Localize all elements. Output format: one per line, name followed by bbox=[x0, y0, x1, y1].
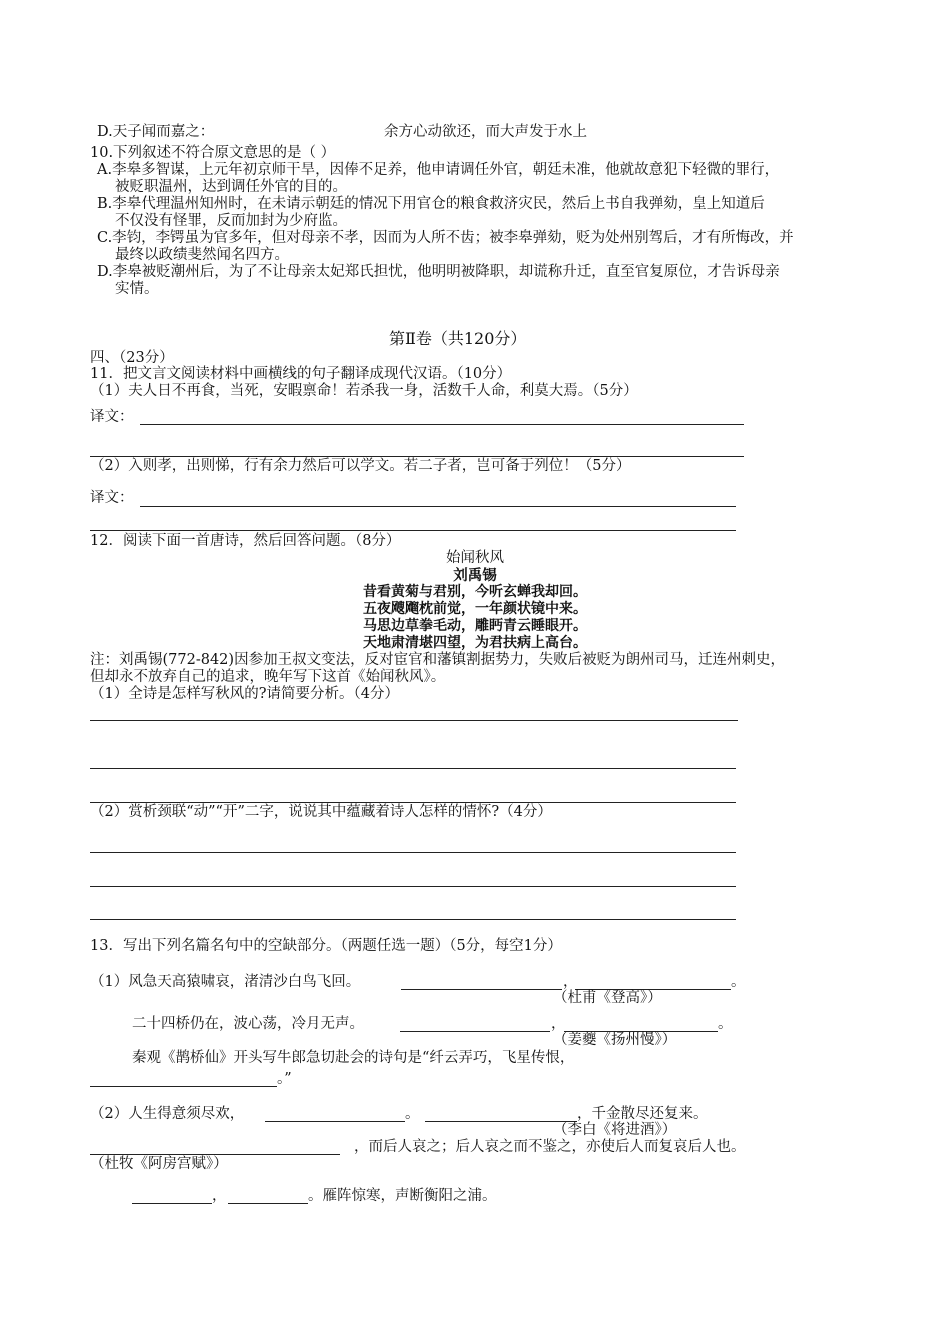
poem-title: 始闻秋风 bbox=[446, 550, 504, 566]
poem-line-4: 天地肃清堪四望，为君扶病上高台。 bbox=[363, 635, 587, 651]
period: 。 bbox=[731, 974, 746, 990]
q10-option-c-cont: 最终以政绩斐然闻名四方。 bbox=[115, 247, 289, 263]
q13-2-prompt: （2）人生得意须尽欢， bbox=[90, 1106, 245, 1122]
fill-blank[interactable] bbox=[400, 1031, 550, 1032]
q11-stem: 11．把文言文阅读材料中画横线的句子翻译成现代汉语。（10分） bbox=[90, 366, 512, 382]
q13-2-line-end: ，千金散尽还复来。 bbox=[577, 1106, 708, 1122]
comma: ， bbox=[551, 1016, 566, 1032]
q10-option-d: D.李皋被贬潮州后，为了不让母亲太妃郑氏担忧，他明明被降职，却谎称升迁，直至官复原位，才告诉母亲 bbox=[97, 264, 780, 280]
q9-option-d-text: 余方心动欲还，而大声发于水上 bbox=[384, 124, 587, 140]
q12-stem: 12．阅读下面一首唐诗，然后回答问题。（8分） bbox=[90, 533, 401, 549]
answer-line[interactable] bbox=[90, 886, 736, 887]
q9-option-d: D.天子闻而嘉之： bbox=[97, 124, 215, 140]
q13-1-prompt: （1）风急天高猿啸哀，渚清沙白鸟飞回。 bbox=[90, 974, 361, 990]
answer-line[interactable] bbox=[90, 456, 744, 457]
fill-blank[interactable] bbox=[401, 989, 562, 990]
fill-blank[interactable] bbox=[90, 1086, 277, 1087]
part2-title: 第Ⅱ卷（共120分） bbox=[389, 329, 527, 348]
q13-2-afang: ，而后人哀之；后人哀之而不鉴之，亦使后人而复哀后人也。 bbox=[354, 1139, 746, 1155]
answer-line[interactable] bbox=[90, 530, 736, 531]
answer-line[interactable] bbox=[90, 768, 736, 769]
comma: ， bbox=[563, 974, 578, 990]
q10-stem: 10.下列叙述不符合原文意思的是（ ） bbox=[90, 145, 336, 161]
q13-1-yangzhou: 二十四桥仍在，波心荡，冷月无声。 bbox=[132, 1016, 364, 1032]
period: 。 bbox=[718, 1016, 733, 1032]
q11-translation-label-1: 译文： bbox=[90, 409, 134, 425]
source-du-fu: （杜甫《登高》） bbox=[553, 990, 662, 1006]
poem-line-3: 马思边草拳毛动，雕眄青云睡眼开。 bbox=[363, 618, 587, 634]
q10-option-a-cont: 被贬职温州，达到调任外官的目的。 bbox=[115, 179, 347, 195]
answer-line[interactable] bbox=[140, 506, 736, 507]
source-jiang-kui: （姜夔《扬州慢》） bbox=[553, 1032, 677, 1048]
answer-line[interactable] bbox=[90, 919, 736, 920]
poem-note: 注：刘禹锡(772-842)因参加王叔文变法，反对宦官和藩镇割据势力，失败后被贬为朗州司马，迁连州刺史， bbox=[90, 652, 786, 668]
answer-line[interactable] bbox=[90, 802, 736, 803]
section-four: 四、（23分） bbox=[90, 350, 174, 366]
answer-line[interactable] bbox=[90, 852, 736, 853]
q13-1-queqiao: 秦观《鹊桥仙》开头写牛郎急切赴会的诗句是“纤云弄巧，飞星传恨， bbox=[132, 1050, 575, 1066]
q11-sentence-2: （2）入则孝，出则悌，行有余力然后可以学文。若二子者，岂可备于列位！（5分） bbox=[90, 458, 631, 474]
fill-blank[interactable] bbox=[228, 1203, 308, 1204]
quote-end: 。” bbox=[277, 1071, 292, 1087]
comma: ， bbox=[212, 1188, 227, 1204]
q11-translation-label-2: 译文： bbox=[90, 490, 134, 506]
q10-option-b-cont: 不仅没有怪罪，反而加封为少府监。 bbox=[115, 213, 347, 229]
poem-line-2: 五夜飕飗枕前觉，一年颜状镜中来。 bbox=[363, 601, 587, 617]
source-li-bai: （李白《将进酒》） bbox=[553, 1122, 677, 1138]
q10-option-d-cont: 实情。 bbox=[115, 281, 159, 297]
q10-option-a: A.李皋多智谋，上元年初京师干旱，因俸不足养，他申请调任外官，朝廷未准，他就故意犯下轻微的罪行， bbox=[97, 162, 780, 178]
fill-blank[interactable] bbox=[132, 1203, 212, 1204]
q10-option-c: C.李钧，李锷虽为官多年，但对母亲不孝，因而为人所不齿；被李皋弹劾，贬为处州别驾后，才有所悔改，并 bbox=[97, 230, 794, 246]
q13-stem: 13．写出下列名篇名句中的空缺部分。（两题任选一题）（5分，每空1分） bbox=[90, 938, 562, 954]
q10-option-b: B.李皋代理温州知州时，在未请示朝廷的情况下用官仓的粮食救济灾民，然后上书自我弹劾，皇上知道后 bbox=[97, 196, 765, 212]
answer-line[interactable] bbox=[140, 424, 744, 425]
fill-blank[interactable] bbox=[265, 1121, 405, 1122]
answer-line[interactable] bbox=[90, 720, 738, 721]
q12-subquestion-2: （2）赏析颈联“动”“开”二字，说说其中蕴藏着诗人怎样的情怀?（4分） bbox=[90, 804, 552, 820]
source-du-mu: （杜牧《阿房宫赋》） bbox=[90, 1156, 228, 1172]
q11-sentence-1: （1）夫人日不再食，当死，安暇禀命！若杀我一身，活数千人命，利莫大焉。（5分） bbox=[90, 383, 638, 399]
poem-note-cont: 但却永不放弃自己的追求，晚年写下这首《始闻秋风》。 bbox=[90, 669, 446, 685]
poem-author: 刘禹锡 bbox=[453, 567, 497, 584]
q13-2-tengwang: 。雁阵惊寒，声断衡阳之浦。 bbox=[308, 1188, 497, 1204]
fill-blank[interactable] bbox=[90, 1154, 340, 1155]
poem-line-1: 昔看黄菊与君别，今听玄蝉我却回。 bbox=[363, 584, 587, 600]
q12-subquestion-1: （1）全诗是怎样写秋风的?请简要分析。（4分） bbox=[90, 686, 399, 702]
period: 。 bbox=[405, 1106, 420, 1122]
